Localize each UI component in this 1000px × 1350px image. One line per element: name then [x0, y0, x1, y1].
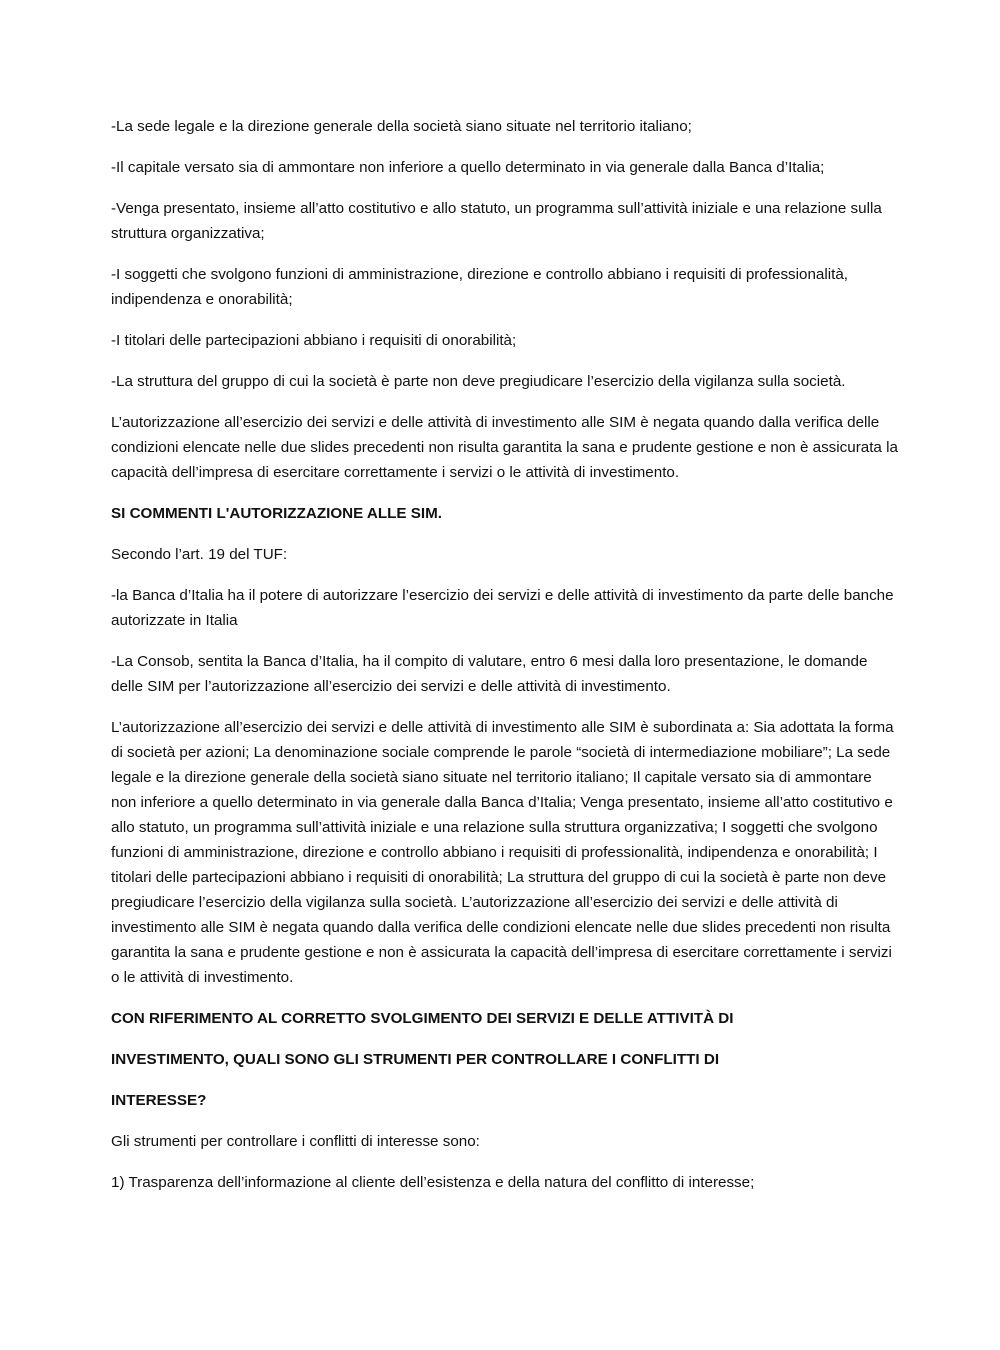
paragraph-struttura-gruppo: -La struttura del gruppo di cui la società è parte non deve pregiudicare l’esercizio della vigilanza sulla società. [111, 373, 846, 390]
paragraph-banca-italia-potere: -la Banca d’Italia ha il potere di autorizzare l’esercizio dei servizi e delle attività di investimento da parte delle banche autorizzate in Italia [111, 587, 894, 629]
document-page [111, 114, 901, 1211]
paragraph-trasparenza: 1) Trasparenza dell’informazione al cliente dell’esistenza e della natura del conflitto di interesse; [111, 1174, 755, 1191]
heading-conflitti-line-2: INVESTIMENTO, QUALI SONO GLI STRUMENTI PER CONTROLLARE I CONFLITTI DI [111, 1051, 720, 1068]
paragraph-capitale-versato: -Il capitale versato sia di ammontare non inferiore a quello determinato in via generale dalla Banca d’Italia; [111, 159, 825, 176]
paragraph-autorizzazione-negata: L’autorizzazione all’esercizio dei servizi e delle attività di investimento alle SIM è negata quando dalla verifica delle condizioni elencate nelle due slides precedenti non risulta garantita la sana e prudente gestione e non è assicurata la capacità dell’impresa di esercitare correttamente i servizi o le attività di investimento. [111, 414, 898, 481]
heading-conflitti-line-1: CON RIFERIMENTO AL CORRETTO SVOLGIMENTO DEI SERVIZI E DELLE ATTIVITÀ DI [111, 1010, 734, 1027]
paragraph-programma-attivita: -Venga presentato, insieme all’atto costitutivo e allo statuto, un programma sull’attività iniziale e una relazione sulla struttura organizzativa; [111, 200, 882, 242]
paragraph-titolari-partecipazioni: -I titolari delle partecipazioni abbiano i requisiti di onorabilità; [111, 332, 517, 349]
paragraph-requisiti-soggetti: -I soggetti che svolgono funzioni di amministrazione, direzione e controllo abbiano i requisiti di professionalità, indipendenza e onorabilità; [111, 266, 849, 308]
paragraph-consob-compito: -La Consob, sentita la Banca d’Italia, ha il compito di valutare, entro 6 mesi dalla loro presentazione, le domande delle SIM per l’autorizzazione all’esercizio dei servizi e delle attività di investimento. [111, 653, 868, 695]
paragraph-autorizzazione-subordinata: L’autorizzazione all’esercizio dei servizi e delle attività di investimento alle SIM è subordinata a: Sia adottata la forma di società per azioni; La denominazione sociale comprende le parole “società di intermediazione mobiliare”; La sede legale e la direzione generale della società siano situate nel territorio italiano; Il capitale versato sia di ammontare non inferiore a quello determinato in via generale dalla Banca d’Italia; Venga presentato, insieme all’atto costitutivo e allo statuto, un programma sull’attività iniziale e una relazione sulla struttura organizzativa; I soggetti che svolgono funzioni di amministrazione, direzione e controllo abbiano i requisiti di professionalità, indipendenza e onorabilità; I titolari delle partecipazioni abbiano i requisiti di onorabilità; La struttura del gruppo di cui la società è parte non deve pregiudicare l’esercizio della vigilanza sulla società. L’autorizzazione all’esercizio dei servizi e delle attività di investimento alle SIM è negata quando dalla verifica delle condizioni elencate nelle due slides precedenti non risulta garantita la sana e prudente gestione e non è assicurata la capacità dell’impresa di esercitare correttamente i servizi o le attività di investimento. [111, 719, 894, 986]
paragraph-art-19-tuf: Secondo l’art. 19 del TUF: [111, 546, 288, 563]
heading-conflitti-line-3: INTERESSE? [111, 1092, 207, 1109]
paragraph-strumenti-intro: Gli strumenti per controllare i conflitti di interesse sono: [111, 1133, 480, 1150]
heading-autorizzazione-sim: SI COMMENTI L'AUTORIZZAZIONE ALLE SIM. [111, 505, 442, 522]
paragraph-sede-legale: -La sede legale e la direzione generale della società siano situate nel territorio italiano; [111, 118, 692, 135]
